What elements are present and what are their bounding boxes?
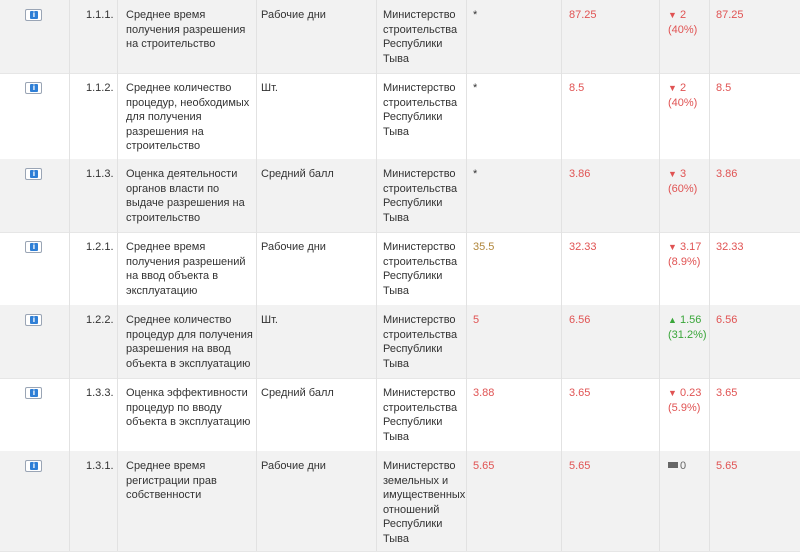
column-divider	[466, 378, 467, 451]
arrow-up-icon: ▲	[668, 315, 677, 325]
info-button[interactable]	[25, 314, 42, 326]
arrow-down-icon: ▼	[668, 83, 677, 93]
base-value: 5	[473, 314, 480, 326]
info-button[interactable]	[25, 460, 42, 472]
final-value: 32.33	[716, 241, 744, 253]
column-divider	[561, 451, 562, 551]
column-divider	[69, 305, 70, 378]
final-value: 8.5	[716, 82, 732, 94]
delta-amount: 0	[680, 460, 687, 472]
indicator-number: 1.1.3.	[86, 168, 114, 180]
delta-value	[668, 8, 708, 37]
arrow-down-icon: ▼	[668, 169, 677, 179]
column-divider	[709, 378, 710, 451]
info-button[interactable]	[25, 9, 42, 21]
delta-percent: (5.9%)	[668, 401, 701, 414]
info-icon: i	[30, 11, 38, 19]
column-divider	[659, 451, 660, 551]
delta-percent: (40%)	[668, 23, 698, 36]
column-divider	[561, 159, 562, 232]
delta-amount: 3	[679, 168, 687, 180]
column-divider	[256, 159, 257, 232]
column-divider	[659, 0, 660, 73]
responsible-organization: Министерство строительства Республики Тыва	[383, 387, 458, 443]
column-divider	[466, 0, 467, 73]
column-divider	[256, 451, 257, 551]
column-divider	[561, 378, 562, 451]
table-row	[0, 0, 800, 74]
table-row	[0, 73, 800, 160]
info-icon: i	[30, 389, 38, 397]
column-divider	[256, 378, 257, 451]
responsible-organization: Министерство строительства Республики Тыва	[383, 9, 458, 65]
column-divider	[659, 73, 660, 159]
info-icon: i	[30, 170, 38, 178]
column-divider	[561, 0, 562, 73]
column-divider	[69, 378, 70, 451]
column-divider	[659, 305, 660, 378]
column-divider	[376, 305, 377, 378]
delta-amount: 3.17	[679, 241, 702, 253]
info-button[interactable]	[25, 241, 42, 253]
base-value: *	[473, 9, 478, 21]
table-row	[0, 378, 800, 452]
indicator-unit: Рабочие дни	[261, 460, 326, 472]
delta-value	[668, 167, 708, 196]
indicator-name: Среднее количество процедур, необходимых для получения разрешения на строительство	[126, 82, 250, 152]
column-divider	[256, 0, 257, 73]
current-value: 6.56	[569, 314, 591, 326]
indicator-unit: Средний балл	[261, 387, 334, 399]
column-divider	[709, 232, 710, 305]
column-divider	[69, 451, 70, 551]
responsible-organization: Министерство строительства Республики Тыва	[383, 241, 458, 297]
arrow-down-icon: ▼	[668, 388, 677, 398]
indicator-unit: Рабочие дни	[261, 241, 326, 253]
table-row	[0, 232, 800, 306]
indicator-unit: Шт.	[261, 314, 278, 326]
final-value: 6.56	[716, 314, 738, 326]
delta-amount: 0.23	[679, 387, 702, 399]
column-divider	[376, 73, 377, 159]
column-divider	[466, 159, 467, 232]
delta-value	[668, 81, 708, 110]
column-divider	[561, 305, 562, 378]
column-divider	[659, 378, 660, 451]
delta-percent: (60%)	[668, 182, 698, 195]
info-icon: i	[30, 316, 38, 324]
info-button[interactable]	[25, 387, 42, 399]
column-divider	[466, 73, 467, 159]
column-divider	[69, 159, 70, 232]
info-icon: i	[30, 462, 38, 470]
column-divider	[659, 232, 660, 305]
base-value: 35.5	[473, 241, 495, 253]
column-divider	[466, 232, 467, 305]
current-value: 3.86	[569, 168, 591, 180]
column-divider	[561, 232, 562, 305]
delta-value	[668, 459, 708, 474]
column-divider	[709, 451, 710, 551]
arrow-down-icon: ▼	[668, 242, 677, 252]
indicator-number: 1.2.2.	[86, 314, 114, 326]
responsible-organization: Министерство земельных и имущественных отношений Республики Тыва	[383, 460, 466, 545]
indicator-unit: Шт.	[261, 82, 278, 94]
indicator-number: 1.1.1.	[86, 9, 114, 21]
delta-value	[668, 240, 708, 269]
final-value: 3.86	[716, 168, 738, 180]
delta-value	[668, 313, 708, 342]
column-divider	[709, 73, 710, 159]
column-divider	[376, 378, 377, 451]
table-row	[0, 451, 800, 552]
info-button[interactable]	[25, 82, 42, 94]
indicator-name: Среднее время получения разрешения на строительство	[126, 9, 246, 50]
indicator-number: 1.2.1.	[86, 241, 114, 253]
base-value: 5.65	[473, 460, 495, 472]
delta-amount: 2	[679, 9, 687, 21]
current-value: 87.25	[569, 9, 597, 21]
column-divider	[709, 305, 710, 378]
responsible-organization: Министерство строительства Республики Тыва	[383, 314, 458, 370]
base-value: *	[473, 82, 478, 94]
column-divider	[256, 305, 257, 378]
final-value: 3.65	[716, 387, 738, 399]
column-divider	[466, 451, 467, 551]
indicator-number: 1.3.1.	[86, 460, 114, 472]
delta-percent: (31.2%)	[668, 328, 707, 341]
column-divider	[256, 232, 257, 305]
no-change-icon	[668, 462, 678, 468]
column-divider	[561, 73, 562, 159]
table-row	[0, 159, 800, 233]
column-divider	[709, 0, 710, 73]
current-value: 8.5	[569, 82, 585, 94]
column-divider	[69, 73, 70, 159]
indicator-name: Среднее время регистрации прав собственности	[126, 460, 217, 501]
indicator-number: 1.1.2.	[86, 82, 114, 94]
indicator-number: 1.3.3.	[86, 387, 114, 399]
info-icon: i	[30, 84, 38, 92]
column-divider	[376, 159, 377, 232]
indicator-name: Оценка эффективности процедур по вводу объекта в эксплуатацию	[126, 387, 251, 428]
delta-amount: 1.56	[679, 314, 702, 326]
info-button[interactable]	[25, 168, 42, 180]
base-value: *	[473, 168, 478, 180]
indicator-name: Среднее количество процедур для получения разрешения на ввод объекта в эксплуатацию	[126, 314, 253, 370]
current-value: 5.65	[569, 460, 591, 472]
column-divider	[256, 73, 257, 159]
column-divider	[709, 159, 710, 232]
column-divider	[69, 0, 70, 73]
responsible-organization: Министерство строительства Республики Тыва	[383, 82, 458, 138]
delta-percent: (8.9%)	[668, 255, 701, 268]
column-divider	[69, 232, 70, 305]
base-value: 3.88	[473, 387, 495, 399]
indicator-unit: Средний балл	[261, 168, 334, 180]
column-divider	[659, 159, 660, 232]
table-row	[0, 305, 800, 379]
arrow-down-icon: ▼	[668, 10, 677, 20]
indicator-unit: Рабочие дни	[261, 9, 326, 21]
delta-percent: (40%)	[668, 96, 698, 109]
indicator-name: Оценка деятельности органов власти по выдаче разрешения на строительство	[126, 168, 245, 224]
delta-value	[668, 386, 708, 415]
responsible-organization: Министерство строительства Республики Тыва	[383, 168, 458, 224]
final-value: 5.65	[716, 460, 738, 472]
delta-amount: 2	[679, 82, 687, 94]
final-value: 87.25	[716, 9, 744, 21]
current-value: 3.65	[569, 387, 591, 399]
column-divider	[376, 0, 377, 73]
column-divider	[466, 305, 467, 378]
column-divider	[376, 232, 377, 305]
column-divider	[376, 451, 377, 551]
indicator-name: Среднее время получения разрешений на ввод объекта в эксплуатацию	[126, 241, 246, 297]
info-icon: i	[30, 243, 38, 251]
current-value: 32.33	[569, 241, 597, 253]
